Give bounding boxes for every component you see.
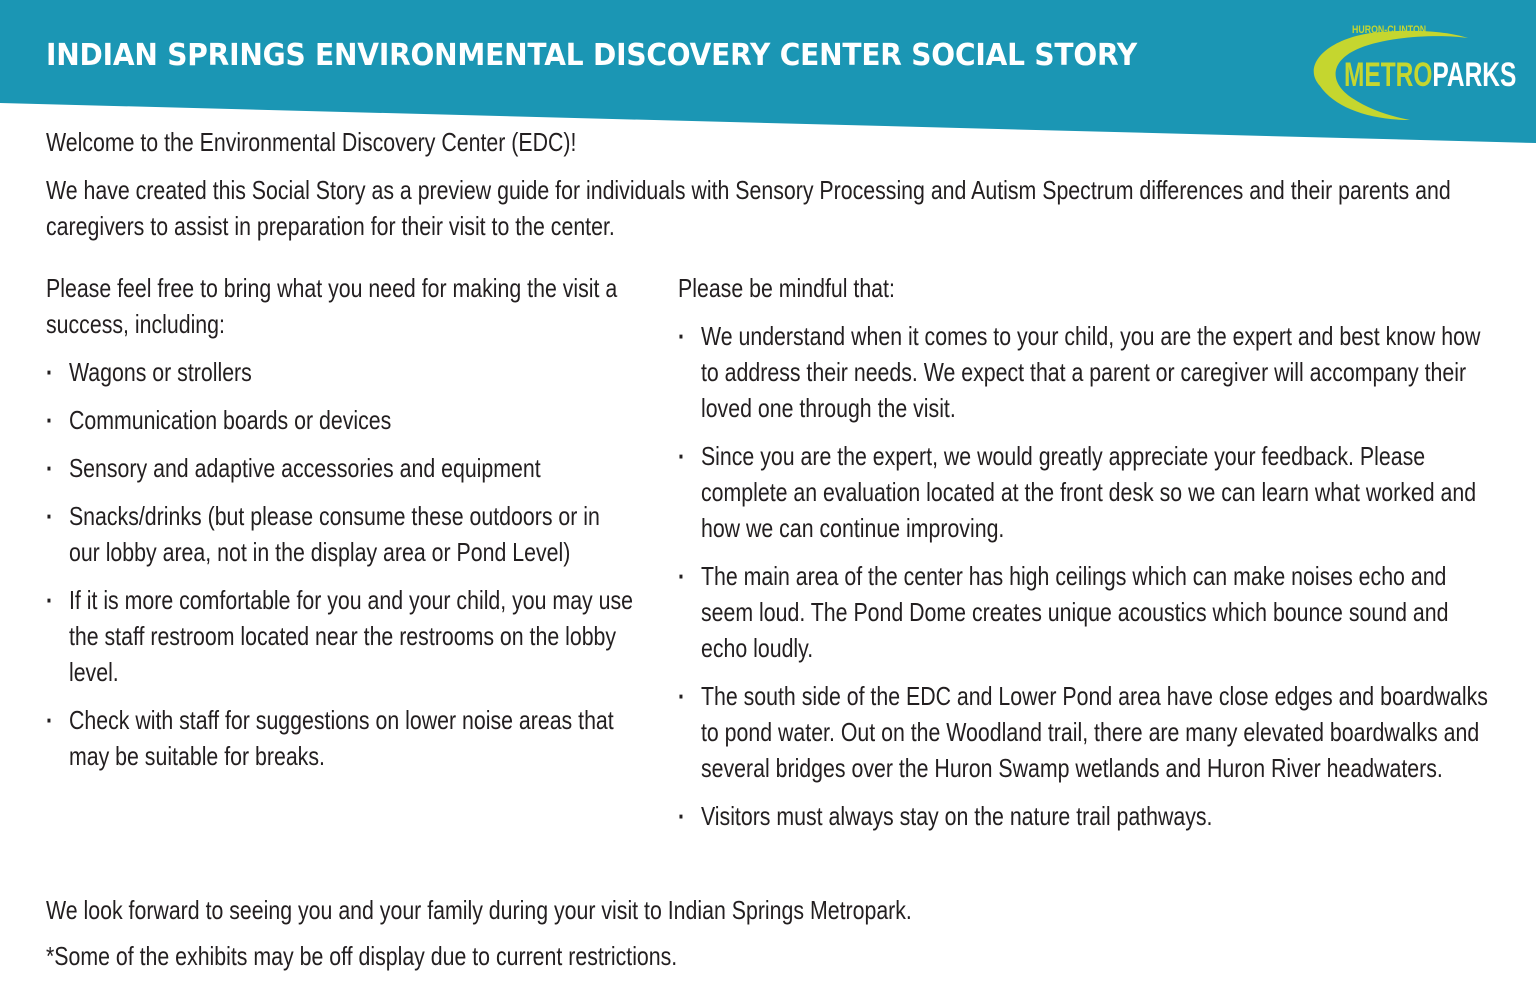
list-item: · If it is more comfortable for you and your child, you may use the staff restroom located near the restrooms on the lobby level. xyxy=(46,582,636,690)
logo-parks-text: PARKS xyxy=(1432,56,1517,94)
welcome-text: Welcome to the Environmental Discovery Center (EDC)! xyxy=(46,127,577,157)
mindful-heading: Please be mindful that: xyxy=(678,273,895,303)
bring-items-heading: Please feel free to bring what you need for making the visit a success, including: xyxy=(46,273,618,339)
list-item: · Wagons or strollers xyxy=(46,354,636,390)
restrictions-note: *Some of the exhibits may be off display due to current restrictions. xyxy=(46,941,678,971)
logo-wordmark xyxy=(1344,58,1516,92)
mindful-section xyxy=(678,270,1490,846)
bring-items-list xyxy=(46,354,636,774)
list-item: · Since you are the expert, we would greatly appreciate your feedback. Please complete an evaluation located at the front desk so we can learn what worked and how we can continue improving. xyxy=(678,438,1490,546)
purpose-text: We have created this Social Story as a preview guide for individuals with Sensory Processing and Autism Spectrum differences and their parents and caregivers to assist in preparation for their visit to the center. xyxy=(46,175,1451,241)
list-item: · Visitors must always stay on the nature trail pathways. xyxy=(678,798,1490,834)
list-item: · Communication boards or devices xyxy=(46,402,636,438)
logo-huron-clinton-text: HURON-CLINTON xyxy=(1352,24,1427,36)
list-item: · The south side of the EDC and Lower Pond area have close edges and boardwalks to pond water. Out on the Woodland trail, there are many elevated boardwalks and several bridges over the Huron Swamp wetlands and Huron River headwaters. xyxy=(678,678,1490,786)
list-item: · Sensory and adaptive accessories and equipment xyxy=(46,450,636,486)
closing-text: We look forward to seeing you and your family during your visit to Indian Springs Metropark. xyxy=(46,895,912,925)
list-item: · Check with staff for suggestions on lower noise areas that may be suitable for breaks. xyxy=(46,702,636,774)
list-item: · The main area of the center has high ceilings which can make noises echo and seem loud. The Pond Dome creates unique acoustics which bounce sound and echo loudly. xyxy=(678,558,1490,666)
list-item: · Snacks/drinks (but please consume these outdoors or in our lobby area, not in the display area or Pond Level) xyxy=(46,498,636,570)
list-item: · We understand when it comes to your child, you are the expert and best know how to address their needs. We expect that a parent or caregiver will accompany their loved one through the visit. xyxy=(678,318,1490,426)
bring-items-section xyxy=(46,270,636,786)
metroparks-logo xyxy=(1300,24,1517,124)
page-title: INDIAN SPRINGS ENVIRONMENTAL DISCOVERY CENTER SOCIAL STORY xyxy=(46,38,1138,73)
logo-metro-text: METRO xyxy=(1344,56,1433,94)
mindful-list xyxy=(678,318,1490,834)
